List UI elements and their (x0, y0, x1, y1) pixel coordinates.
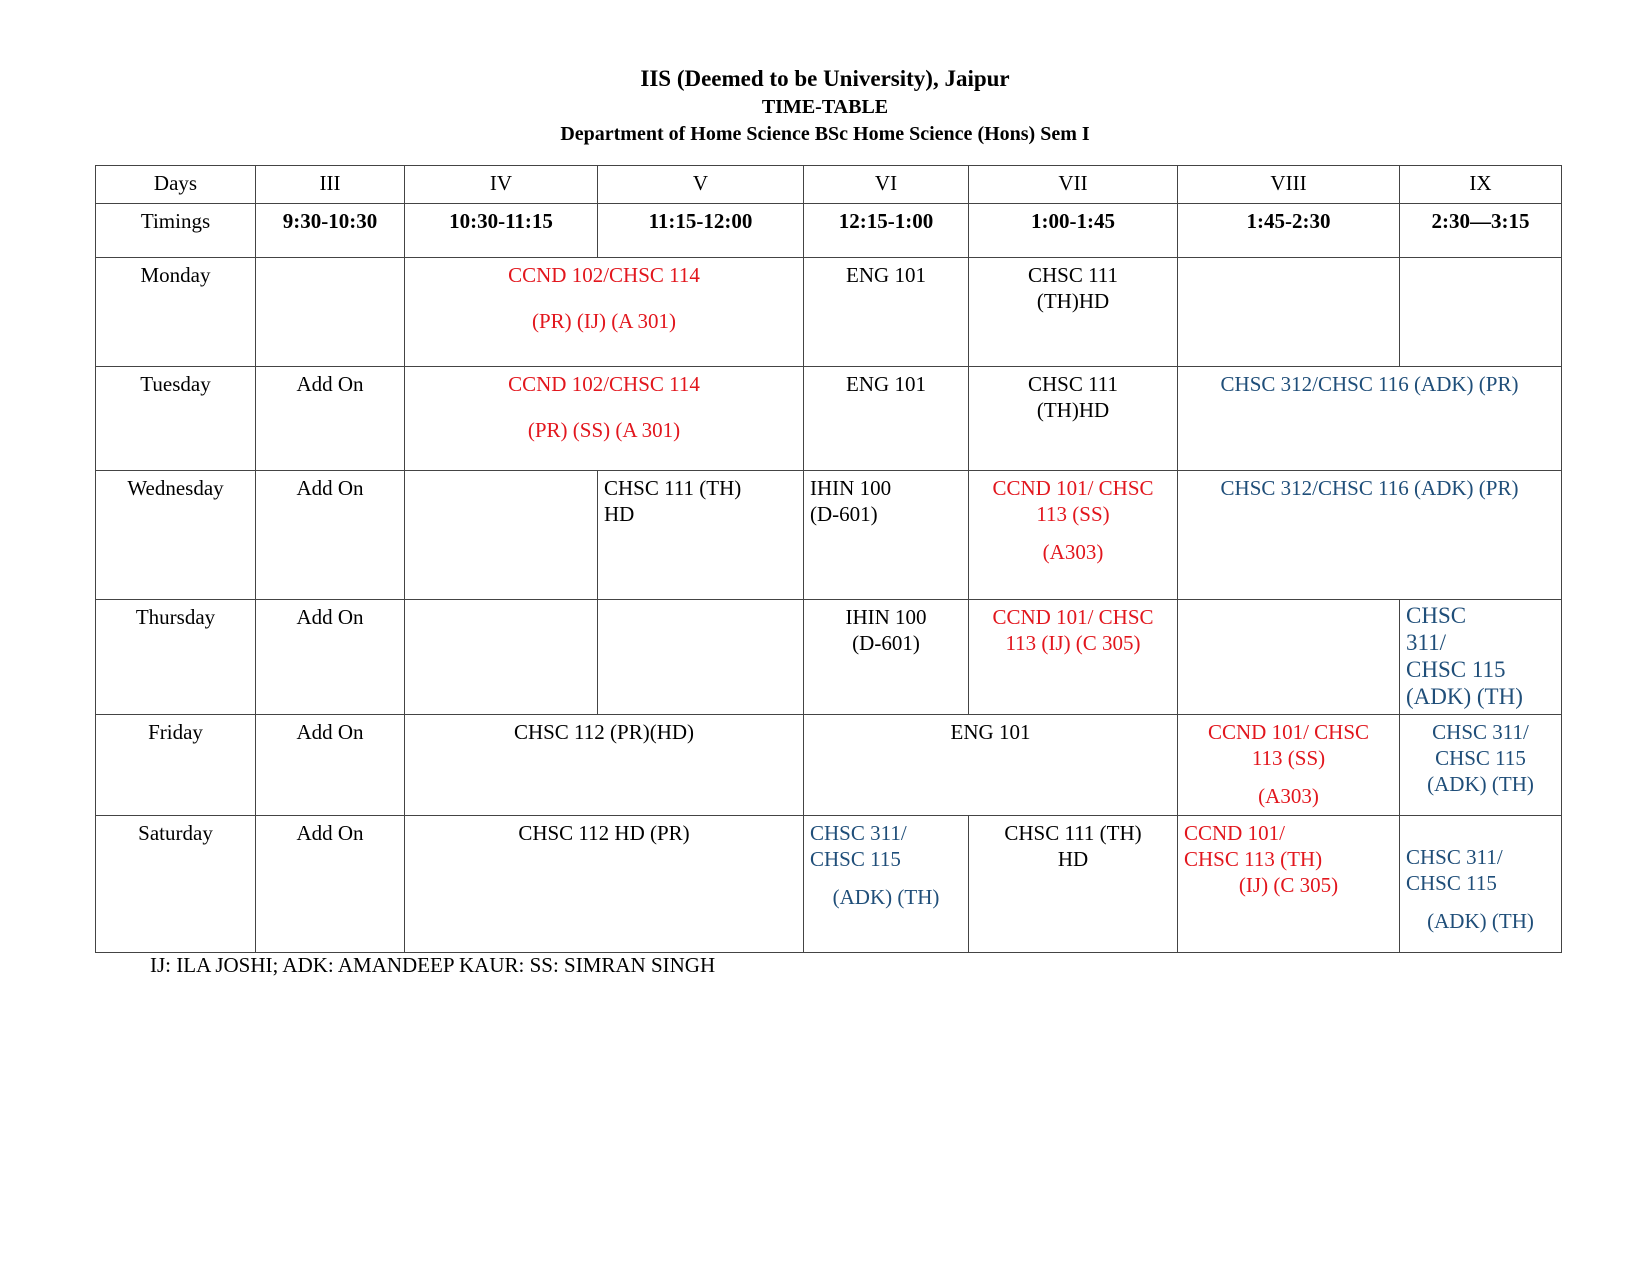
spacer (411, 397, 797, 417)
class-line: CHSC 311/ (1406, 845, 1503, 869)
table-row-monday (96, 258, 1562, 367)
class-cell (804, 600, 969, 715)
document-header (0, 64, 1650, 148)
empty-cell (598, 600, 804, 715)
class-line: IHIN 100 (845, 605, 927, 629)
class-cell: Add On (256, 715, 405, 816)
table-row-friday (96, 715, 1562, 816)
class-line: (A303) (1042, 540, 1104, 564)
spacer (1184, 771, 1393, 783)
class-line: CHSC 111 (1027, 372, 1119, 396)
timing-cell: 9:30-10:30 (256, 204, 405, 258)
day-cell: Monday (96, 258, 256, 367)
timetable (95, 165, 1562, 953)
days-header: Days (96, 166, 256, 204)
empty-cell (1178, 600, 1400, 715)
class-line: (TH)HD (1036, 398, 1110, 422)
class-line: CHSC 115 (1406, 657, 1506, 682)
class-cell (804, 471, 969, 600)
class-line: 113 (SS) (1251, 746, 1326, 770)
class-cell: ENG 101 (804, 258, 969, 367)
timing-cell: 10:30-11:15 (405, 204, 598, 258)
class-line: HD (1057, 847, 1089, 871)
class-line: 113 (SS) (1036, 502, 1110, 526)
class-line: 113 (IJ) (C 305) (1005, 631, 1141, 655)
timings-row (96, 204, 1562, 258)
class-line: CCND 101/ (1184, 821, 1285, 845)
spacer (411, 288, 797, 308)
class-cell: ENG 101 (804, 715, 1178, 816)
class-line: CHSC 311/ (810, 821, 907, 845)
class-line: CHSC 111 (TH) (1004, 821, 1142, 845)
class-line: CCND 101/ CHSC (1207, 720, 1370, 744)
class-cell (1400, 600, 1562, 715)
class-line: (PR) (IJ) (A 301) (531, 309, 677, 333)
class-line: (ADK) (TH) (1427, 772, 1534, 796)
class-cell (969, 258, 1178, 367)
class-line: (A303) (1258, 784, 1319, 808)
class-line: CHSC (1406, 603, 1467, 628)
class-cell (969, 816, 1178, 953)
class-cell (1178, 715, 1400, 816)
class-line: CCND 101/ CHSC (992, 476, 1154, 500)
class-line: (TH)HD (1036, 289, 1110, 313)
period-header: VII (969, 166, 1178, 204)
day-cell: Thursday (96, 600, 256, 715)
class-cell: CHSC 112 HD (PR) (405, 816, 804, 953)
day-cell: Wednesday (96, 471, 256, 600)
empty-cell (1400, 258, 1562, 367)
class-cell (598, 471, 804, 600)
class-line: CHSC 111 (TH) (604, 476, 742, 500)
empty-cell (405, 471, 598, 600)
class-line: CHSC 115 (1406, 871, 1497, 895)
table-row-tuesday (96, 367, 1562, 471)
class-line: CHSC 115 (810, 847, 901, 871)
class-cell (1400, 816, 1562, 953)
class-line: IHIN 100 (810, 476, 892, 500)
period-header: VI (804, 166, 969, 204)
class-line: (D-601) (852, 631, 920, 655)
table-row-thursday (96, 600, 1562, 715)
class-line: CCND 102/CHSC 114 (508, 372, 700, 396)
empty-cell (405, 600, 598, 715)
class-line: CCND 102/CHSC 114 (508, 263, 700, 287)
class-line: (ADK) (TH) (1406, 684, 1523, 709)
class-cell (1400, 715, 1562, 816)
class-line: (ADK) (TH) (832, 885, 940, 909)
class-line: CHSC 113 (TH) (1184, 847, 1323, 871)
class-cell: ENG 101 (804, 367, 969, 471)
class-line: CHSC 111 (1027, 263, 1119, 287)
day-cell: Saturday (96, 816, 256, 953)
class-line: CHSC 115 (1435, 746, 1526, 770)
period-header: VIII (1178, 166, 1400, 204)
spacer (1406, 896, 1555, 908)
timing-cell: 1:00-1:45 (969, 204, 1178, 258)
table-row-wednesday (96, 471, 1562, 600)
timings-header: Timings (96, 204, 256, 258)
class-cell: CHSC 312/CHSC 116 (ADK) (PR) (1178, 471, 1562, 600)
period-header: V (598, 166, 804, 204)
class-line: (IJ) (C 305) (1238, 873, 1339, 897)
period-header: III (256, 166, 405, 204)
periods-row (96, 166, 1562, 204)
timetable-title: TIME-TABLE (761, 96, 889, 118)
class-cell (969, 367, 1178, 471)
day-cell: Tuesday (96, 367, 256, 471)
legend-footnote: IJ: ILA JOSHI; ADK: AMANDEEP KAUR: SS: SIMRAN SINGH (150, 953, 716, 977)
class-line: (ADK) (TH) (1427, 909, 1534, 933)
period-header: IX (1400, 166, 1562, 204)
spacer (975, 527, 1171, 539)
class-line: CCND 101/ CHSC (992, 605, 1154, 629)
class-cell (969, 471, 1178, 600)
day-cell: Friday (96, 715, 256, 816)
class-cell (969, 600, 1178, 715)
table-row-saturday (96, 816, 1562, 953)
class-cell (405, 258, 804, 367)
class-cell (1178, 816, 1400, 953)
class-cell: Add On (256, 816, 405, 953)
class-cell (804, 816, 969, 953)
empty-cell (1178, 258, 1400, 367)
class-line: CHSC 311/ (1432, 720, 1529, 744)
spacer (810, 872, 962, 884)
empty-cell (256, 258, 405, 367)
class-cell: CHSC 112 (PR)(HD) (405, 715, 804, 816)
class-line: (D-601) (810, 502, 878, 526)
class-line: HD (604, 502, 635, 526)
class-cell: Add On (256, 471, 405, 600)
timing-cell: 2:30—3:15 (1400, 204, 1562, 258)
timing-cell: 1:45-2:30 (1178, 204, 1400, 258)
class-cell (405, 367, 804, 471)
period-header: IV (405, 166, 598, 204)
class-line: (PR) (SS) (A 301) (527, 418, 681, 442)
department-title: Department of Home Science BSc Home Science (Hons) Sem I (560, 123, 1090, 145)
class-cell: Add On (256, 367, 405, 471)
class-cell: Add On (256, 600, 405, 715)
class-cell: CHSC 312/CHSC 116 (ADK) (PR) (1178, 367, 1562, 471)
timing-cell: 12:15-1:00 (804, 204, 969, 258)
class-line: 311/ (1406, 630, 1447, 655)
timing-cell: 11:15-12:00 (598, 204, 804, 258)
university-title: IIS (Deemed to be University), Jaipur (640, 66, 1010, 91)
